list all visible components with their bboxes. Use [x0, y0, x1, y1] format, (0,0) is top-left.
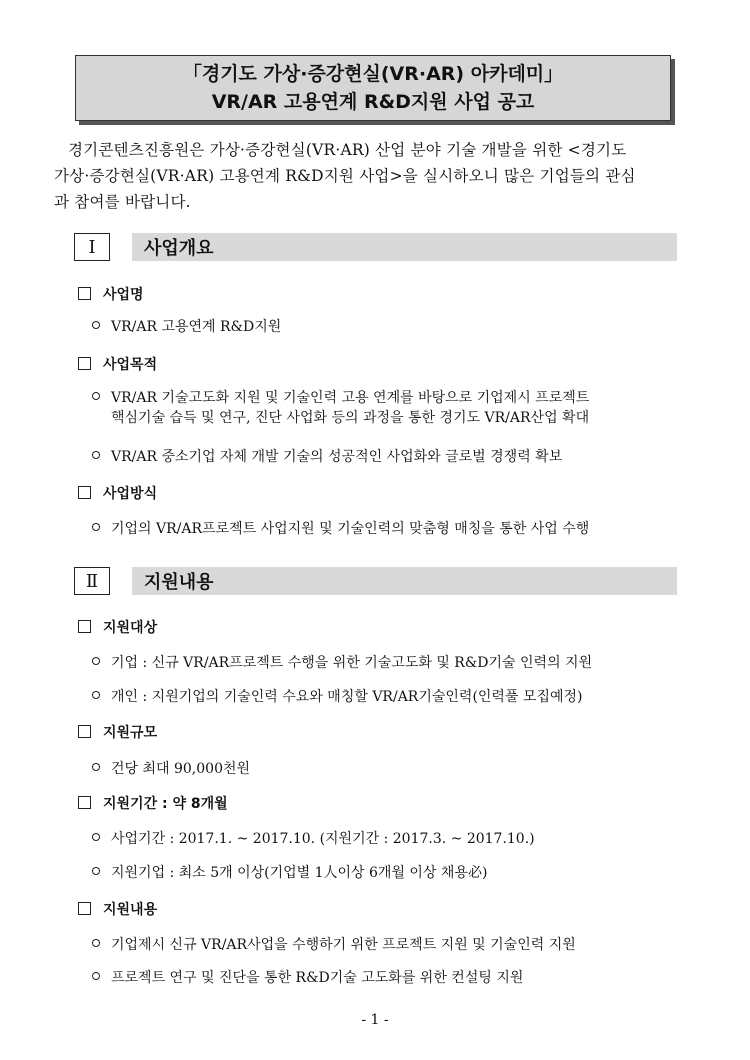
square-bullet-icon	[78, 796, 91, 809]
page-number: - 1 -	[361, 1012, 389, 1028]
list-item: VR/AR 고용연계 R&D지원	[92, 317, 281, 337]
intro-line-1: 경기콘텐츠진흥원은 가상·증강현실(VR·AR) 산업 분야 기술 개발을 위한 <경기도	[68, 141, 627, 159]
square-bullet-icon	[78, 725, 91, 738]
list-item: VR/AR 기술고도화 지원 및 기술인력 고용 연계를 바탕으로 기업제시 프로젝트 핵심기술 습득 및 연구, 진단 사업화 등의 과정을 통한 경기도 VR/AR산업 확대	[92, 388, 589, 428]
heading-method: 사업방식	[78, 484, 157, 504]
circle-bullet-icon	[92, 321, 100, 329]
square-bullet-icon	[78, 902, 91, 915]
list-item: 기업의 VR/AR프로젝트 사업지원 및 기술인력의 맞춤형 매칭을 통한 사업 수행	[92, 519, 589, 539]
square-bullet-icon	[78, 620, 91, 633]
list-item: 건당 최대 90,000천원	[92, 759, 250, 779]
section-1-title: 사업개요	[132, 233, 677, 261]
section-1-number: Ⅰ	[74, 233, 110, 261]
announcement-title-box	[75, 55, 671, 121]
heading-scale: 지원규모	[78, 723, 157, 743]
circle-bullet-icon	[92, 657, 100, 665]
circle-bullet-icon	[92, 972, 100, 980]
heading-period: 지원기간 : 약 8개월	[78, 794, 228, 814]
list-item: 사업기간 : 2017.1. ~ 2017.10. (지원기간 : 2017.3. ~ 2017.10.)	[92, 829, 535, 849]
section-2-number: Ⅱ	[74, 567, 110, 595]
circle-bullet-icon	[92, 392, 100, 400]
square-bullet-icon	[78, 287, 91, 300]
circle-bullet-icon	[92, 833, 100, 841]
heading-content: 지원내용	[78, 900, 157, 920]
section-2-title: 지원내용	[132, 567, 677, 595]
title-line-2: VR/AR 고용연계 R&D지원 사업 공고	[211, 91, 535, 113]
square-bullet-icon	[78, 357, 91, 370]
heading-purpose: 사업목적	[78, 355, 157, 375]
list-item: 프로젝트 연구 및 진단을 통한 R&D기술 고도화를 위한 컨설팅 지원	[92, 968, 523, 988]
heading-target: 지원대상	[78, 618, 157, 638]
list-item: 개인 : 지원기업의 기술인력 수요와 매칭할 VR/AR기술인력(인력풀 모집예정)	[92, 687, 582, 707]
circle-bullet-icon	[92, 763, 100, 771]
circle-bullet-icon	[92, 691, 100, 699]
heading-business-name: 사업명	[78, 285, 144, 305]
list-item: VR/AR 중소기업 자체 개발 기술의 성공적인 사업화와 글로벌 경쟁력 확보	[92, 447, 562, 467]
list-item: 지원기업 : 최소 5개 이상(기업별 1人이상 6개월 이상 채용必)	[92, 863, 487, 883]
title-line-1: 「경기도 가상·증강현실(VR·AR) 아카데미」	[182, 63, 564, 85]
intro-line-2: 가상·증강현실(VR·AR) 고용연계 R&D지원 사업>을 실시하오니 많은 기업들의 관심	[54, 167, 636, 185]
circle-bullet-icon	[92, 523, 100, 531]
intro-paragraph	[54, 137, 678, 215]
intro-line-3: 과 참여를 바랍니다.	[54, 193, 191, 211]
circle-bullet-icon	[92, 867, 100, 875]
list-item: 기업 : 신규 VR/AR프로젝트 수행을 위한 기술고도화 및 R&D기술 인력의 지원	[92, 653, 592, 673]
circle-bullet-icon	[92, 939, 100, 947]
square-bullet-icon	[78, 486, 91, 499]
list-item: 기업제시 신규 VR/AR사업을 수행하기 위한 프로젝트 지원 및 기술인력 지원	[92, 935, 576, 955]
circle-bullet-icon	[92, 451, 100, 459]
